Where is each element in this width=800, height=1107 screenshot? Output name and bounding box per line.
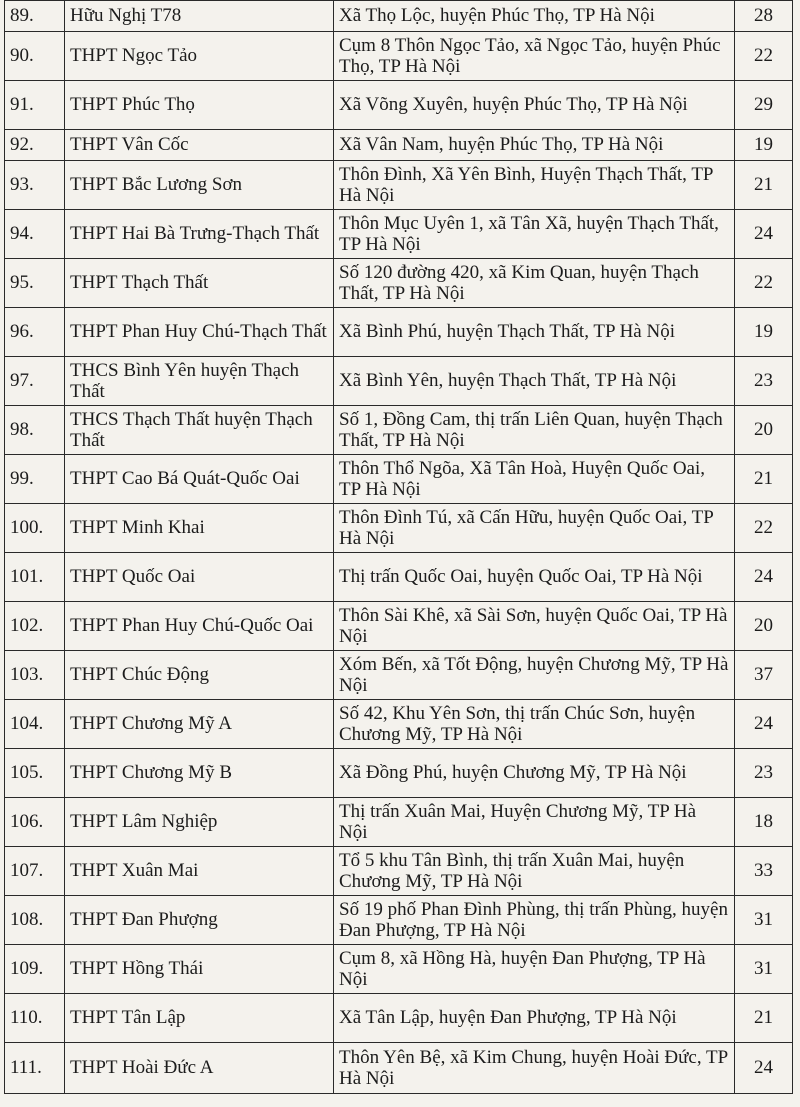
school-name: THPT Xuân Mai xyxy=(65,847,334,896)
room-count: 21 xyxy=(735,455,793,504)
row-number: 104. xyxy=(5,700,65,749)
school-name: THPT Phan Huy Chú-Quốc Oai xyxy=(65,602,334,651)
table-row xyxy=(5,1043,793,1094)
table-row xyxy=(5,308,793,357)
row-number: 93. xyxy=(5,161,65,210)
school-address: Xã Vân Nam, huyện Phúc Thọ, TP Hà Nội xyxy=(334,130,735,161)
school-name: THPT Ngọc Tảo xyxy=(65,32,334,81)
school-name: THPT Chúc Động xyxy=(65,651,334,700)
room-count: 19 xyxy=(735,308,793,357)
school-name: THPT Hai Bà Trưng-Thạch Thất xyxy=(65,210,334,259)
school-address: Thôn Đình Tú, xã Cấn Hữu, huyện Quốc Oai, TP Hà Nội xyxy=(334,504,735,553)
table-row xyxy=(5,1,793,32)
table-row xyxy=(5,81,793,130)
table-row xyxy=(5,651,793,700)
school-address: Xã Tân Lập, huyện Đan Phượng, TP Hà Nội xyxy=(334,994,735,1043)
school-address: Xã Võng Xuyên, huyện Phúc Thọ, TP Hà Nội xyxy=(334,81,735,130)
school-address: Thôn Đình, Xã Yên Bình, Huyện Thạch Thất, TP Hà Nội xyxy=(334,161,735,210)
room-count: 23 xyxy=(735,749,793,798)
room-count: 24 xyxy=(735,700,793,749)
room-count: 24 xyxy=(735,1043,793,1094)
school-address: Thị trấn Quốc Oai, huyện Quốc Oai, TP Hà Nội xyxy=(334,553,735,602)
table-row xyxy=(5,357,793,406)
table-row xyxy=(5,994,793,1043)
room-count: 31 xyxy=(735,896,793,945)
school-address: Thôn Thổ Ngõa, Xã Tân Hoà, Huyện Quốc Oai, TP Hà Nội xyxy=(334,455,735,504)
table-row xyxy=(5,32,793,81)
room-count: 20 xyxy=(735,602,793,651)
table-row xyxy=(5,798,793,847)
room-count: 21 xyxy=(735,994,793,1043)
school-name: THPT Hồng Thái xyxy=(65,945,334,994)
school-address: Xã Bình Yên, huyện Thạch Thất, TP Hà Nội xyxy=(334,357,735,406)
row-number: 89. xyxy=(5,1,65,32)
row-number: 90. xyxy=(5,32,65,81)
room-count: 18 xyxy=(735,798,793,847)
school-name: THPT Hoài Đức A xyxy=(65,1043,334,1094)
room-count: 19 xyxy=(735,130,793,161)
school-name: THPT Thạch Thất xyxy=(65,259,334,308)
school-name: Hữu Nghị T78 xyxy=(65,1,334,32)
school-name: THPT Chương Mỹ B xyxy=(65,749,334,798)
school-name: THCS Thạch Thất huyện Thạch Thất xyxy=(65,406,334,455)
school-name: THPT Bắc Lương Sơn xyxy=(65,161,334,210)
row-number: 109. xyxy=(5,945,65,994)
room-count: 22 xyxy=(735,259,793,308)
table-row xyxy=(5,504,793,553)
school-name: THPT Minh Khai xyxy=(65,504,334,553)
school-name: THPT Lâm Nghiệp xyxy=(65,798,334,847)
room-count: 28 xyxy=(735,1,793,32)
row-number: 98. xyxy=(5,406,65,455)
table-row xyxy=(5,455,793,504)
school-address: Số 19 phố Phan Đình Phùng, thị trấn Phùng, huyện Đan Phượng, TP Hà Nội xyxy=(334,896,735,945)
school-address: Xã Thọ Lộc, huyện Phúc Thọ, TP Hà Nội xyxy=(334,1,735,32)
table-row xyxy=(5,161,793,210)
exam-site-table xyxy=(4,0,793,1094)
room-count: 22 xyxy=(735,32,793,81)
table-body xyxy=(5,1,793,1094)
school-address: Thị trấn Xuân Mai, Huyện Chương Mỹ, TP Hà Nội xyxy=(334,798,735,847)
school-address: Số 120 đường 420, xã Kim Quan, huyện Thạch Thất, TP Hà Nội xyxy=(334,259,735,308)
row-number: 96. xyxy=(5,308,65,357)
school-address: Thôn Mục Uyên 1, xã Tân Xã, huyện Thạch Thất, TP Hà Nội xyxy=(334,210,735,259)
table-row xyxy=(5,847,793,896)
school-name: THPT Quốc Oai xyxy=(65,553,334,602)
row-number: 102. xyxy=(5,602,65,651)
school-name: THPT Đan Phượng xyxy=(65,896,334,945)
school-address: Thôn Yên Bệ, xã Kim Chung, huyện Hoài Đức, TP Hà Nội xyxy=(334,1043,735,1094)
row-number: 99. xyxy=(5,455,65,504)
room-count: 24 xyxy=(735,553,793,602)
table-row xyxy=(5,749,793,798)
school-address: Số 42, Khu Yên Sơn, thị trấn Chúc Sơn, huyện Chương Mỹ, TP Hà Nội xyxy=(334,700,735,749)
room-count: 23 xyxy=(735,357,793,406)
room-count: 22 xyxy=(735,504,793,553)
school-address: Xóm Bến, xã Tốt Động, huyện Chương Mỹ, TP Hà Nội xyxy=(334,651,735,700)
row-number: 91. xyxy=(5,81,65,130)
school-name: THPT Phan Huy Chú-Thạch Thất xyxy=(65,308,334,357)
row-number: 107. xyxy=(5,847,65,896)
row-number: 92. xyxy=(5,130,65,161)
school-name: THPT Phúc Thọ xyxy=(65,81,334,130)
table-row xyxy=(5,896,793,945)
school-address: Cụm 8 Thôn Ngọc Tảo, xã Ngọc Tảo, huyện Phúc Thọ, TP Hà Nội xyxy=(334,32,735,81)
row-number: 94. xyxy=(5,210,65,259)
table-row xyxy=(5,210,793,259)
table-row xyxy=(5,602,793,651)
room-count: 24 xyxy=(735,210,793,259)
room-count: 20 xyxy=(735,406,793,455)
row-number: 110. xyxy=(5,994,65,1043)
school-name: THPT Vân Cốc xyxy=(65,130,334,161)
room-count: 31 xyxy=(735,945,793,994)
room-count: 37 xyxy=(735,651,793,700)
school-address: Cụm 8, xã Hồng Hà, huyện Đan Phượng, TP Hà Nội xyxy=(334,945,735,994)
row-number: 111. xyxy=(5,1043,65,1094)
school-address: Tổ 5 khu Tân Bình, thị trấn Xuân Mai, huyện Chương Mỹ, TP Hà Nội xyxy=(334,847,735,896)
row-number: 95. xyxy=(5,259,65,308)
row-number: 106. xyxy=(5,798,65,847)
room-count: 29 xyxy=(735,81,793,130)
table-row xyxy=(5,130,793,161)
row-number: 97. xyxy=(5,357,65,406)
school-name: THCS Bình Yên huyện Thạch Thất xyxy=(65,357,334,406)
table-row xyxy=(5,406,793,455)
school-address: Xã Đồng Phú, huyện Chương Mỹ, TP Hà Nội xyxy=(334,749,735,798)
table-row xyxy=(5,553,793,602)
room-count: 33 xyxy=(735,847,793,896)
room-count: 21 xyxy=(735,161,793,210)
row-number: 103. xyxy=(5,651,65,700)
table-row xyxy=(5,259,793,308)
school-name: THPT Chương Mỹ A xyxy=(65,700,334,749)
school-address: Số 1, Đồng Cam, thị trấn Liên Quan, huyện Thạch Thất, TP Hà Nội xyxy=(334,406,735,455)
school-address: Xã Bình Phú, huyện Thạch Thất, TP Hà Nội xyxy=(334,308,735,357)
row-number: 105. xyxy=(5,749,65,798)
school-name: THPT Cao Bá Quát-Quốc Oai xyxy=(65,455,334,504)
school-address: Thôn Sài Khê, xã Sài Sơn, huyện Quốc Oai, TP Hà Nội xyxy=(334,602,735,651)
row-number: 100. xyxy=(5,504,65,553)
row-number: 108. xyxy=(5,896,65,945)
table-row xyxy=(5,700,793,749)
row-number: 101. xyxy=(5,553,65,602)
table-row xyxy=(5,945,793,994)
school-name: THPT Tân Lập xyxy=(65,994,334,1043)
